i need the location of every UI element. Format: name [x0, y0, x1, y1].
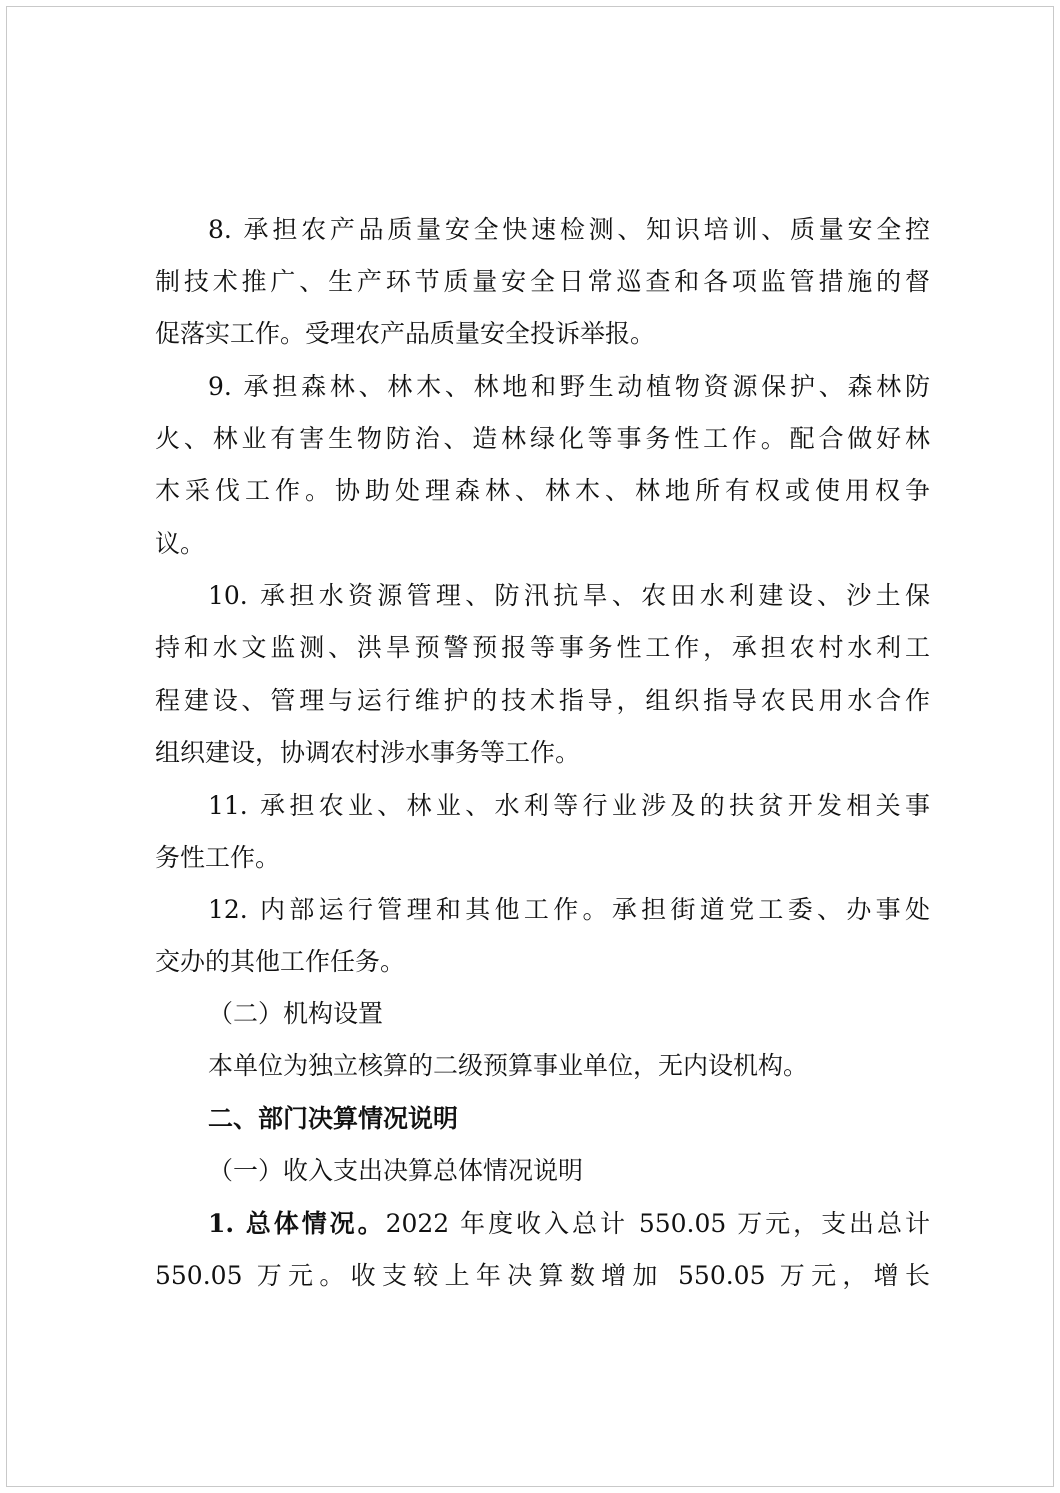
- paragraph-8-line-2: 制技术推广、生产环节质量安全日常巡查和各项监管措施的督: [155, 267, 930, 296]
- subsection-heading-income-expense: （一）收入支出决算总体情况说明: [208, 1156, 584, 1185]
- paragraph-10-line-3: 程建设、管理与运行维护的技术指导，组织指导农民用水合作: [155, 686, 930, 715]
- org-structure-text: 本单位为独立核算的二级预算事业单位，无内设机构。: [208, 1051, 809, 1080]
- summary-label: 1. 总体情况。: [208, 1209, 386, 1238]
- summary-line-1: [208, 1206, 930, 1242]
- summary-line-1-text: 2022 年度收入总计 550.05 万元，支出总计: [385, 1209, 930, 1238]
- paragraph-9-line-1: 9. 承担森林、林木、林地和野生动植物资源保护、森林防: [208, 372, 930, 401]
- paragraph-12-line-2: 交办的其他工作任务。: [155, 947, 406, 976]
- paragraph-12-line-1: 12. 内部运行管理和其他工作。承担街道党工委、办事处: [208, 895, 930, 924]
- paragraph-11-line-2: 务性工作。: [155, 843, 281, 872]
- document-page: [6, 6, 1054, 1487]
- paragraph-9-line-4: 议。: [155, 529, 206, 558]
- summary-line-2: 550.05 万元。收支较上年决算数增加 550.05 万元，增长: [155, 1261, 930, 1290]
- paragraph-9-line-3: 木采伐工作。协助处理森林、林木、林地所有权或使用权争: [155, 476, 930, 505]
- paragraph-11-line-1: 11. 承担农业、林业、水利等行业涉及的扶贫开发相关事: [208, 791, 930, 820]
- paragraph-8-line-3: 促落实工作。受理农产品质量安全投诉举报。: [155, 319, 656, 348]
- section-heading-final-accounts: 二、部门决算情况说明: [208, 1104, 459, 1133]
- document-body: [7, 7, 1053, 1486]
- paragraph-8-line-1: 8. 承担农产品质量安全快速检测、知识培训、质量安全控: [208, 215, 930, 244]
- paragraph-10-line-4: 组织建设，协调农村涉水事务等工作。: [155, 738, 581, 767]
- section-heading-org-structure: （二）机构设置: [208, 999, 384, 1028]
- paragraph-9-line-2: 火、林业有害生物防治、造林绿化等事务性工作。配合做好林: [155, 424, 930, 453]
- paragraph-10-line-1: 10. 承担水资源管理、防汛抗旱、农田水利建设、沙土保: [208, 581, 930, 610]
- paragraph-10-line-2: 持和水文监测、洪旱预警预报等事务性工作，承担农村水利工: [155, 633, 930, 662]
